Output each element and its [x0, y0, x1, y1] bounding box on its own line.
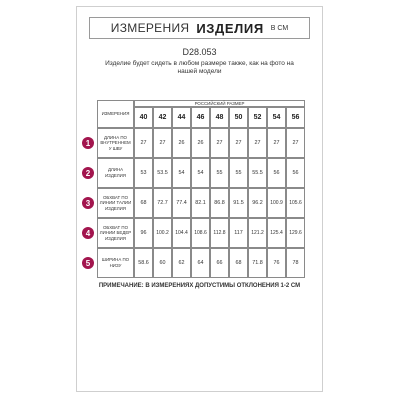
size-header-50: 50 [229, 107, 248, 128]
value-cell: 96 [134, 218, 153, 248]
value-cell: 27 [210, 128, 229, 158]
value-cell: 55 [210, 158, 229, 188]
size-group-label: РОССИЙСКИЙ РАЗМЕР [134, 100, 305, 107]
value-cell: 68 [229, 248, 248, 278]
size-table [97, 100, 305, 277]
size-header-48: 48 [210, 107, 229, 128]
value-cell: 27 [248, 128, 267, 158]
row-number-badge: 5 [82, 257, 94, 269]
value-cell: 27 [134, 128, 153, 158]
value-cell: 77.4 [172, 188, 191, 218]
value-cell: 71.8 [248, 248, 267, 278]
value-cell: 78 [286, 248, 305, 278]
value-cell: 27 [229, 128, 248, 158]
row-number-badge: 2 [82, 167, 94, 179]
size-header-52: 52 [248, 107, 267, 128]
value-cell: 27 [267, 128, 286, 158]
row-label: ОБХВАТ ПО ЛИНИИ БЕДЕР ИЗДЕЛИЯ [97, 218, 134, 248]
value-cell: 100.9 [267, 188, 286, 218]
value-cell: 82.1 [191, 188, 210, 218]
size-header-40: 40 [134, 107, 153, 128]
value-cell: 72.7 [153, 188, 172, 218]
size-header-44: 44 [172, 107, 191, 128]
header-title-bold: ИЗДЕЛИЯ [196, 20, 264, 36]
row-number-badge: 3 [82, 197, 94, 209]
value-cell: 54 [191, 158, 210, 188]
size-header-42: 42 [153, 107, 172, 128]
value-cell: 62 [172, 248, 191, 278]
value-cell: 27 [153, 128, 172, 158]
row-label: ШИРИНА ПО НИЗУ [97, 248, 134, 278]
header-title-regular: ИЗМЕРЕНИЯ [110, 21, 190, 35]
row-number-badge: 1 [82, 137, 94, 149]
value-cell: 56 [267, 158, 286, 188]
value-cell: 96.2 [248, 188, 267, 218]
value-cell: 26 [172, 128, 191, 158]
value-cell: 129.6 [286, 218, 305, 248]
value-cell: 53.5 [153, 158, 172, 188]
value-cell: 60 [153, 248, 172, 278]
value-cell: 86.8 [210, 188, 229, 218]
header-unit: В СМ [270, 24, 289, 32]
row-label: ДЛИНА ИЗДЕЛИЯ [97, 158, 134, 188]
value-cell: 55.5 [248, 158, 267, 188]
value-cell: 105.6 [286, 188, 305, 218]
table-corner-label: ИЗМЕРЕНИЯ [97, 100, 134, 128]
value-cell: 55 [229, 158, 248, 188]
value-cell: 66 [210, 248, 229, 278]
value-cell: 125.4 [267, 218, 286, 248]
row-label: ОБХВАТ ПО ЛИНИИ ТАЛИИ ИЗДЕЛИЯ [97, 188, 134, 218]
measurement-sheet [76, 6, 323, 392]
size-header-46: 46 [191, 107, 210, 128]
value-cell: 121.2 [248, 218, 267, 248]
size-header-56: 56 [286, 107, 305, 128]
value-cell: 26 [191, 128, 210, 158]
sheet-header [89, 17, 310, 39]
value-cell: 76 [267, 248, 286, 278]
value-cell: 104.4 [172, 218, 191, 248]
value-cell: 68 [134, 188, 153, 218]
row-label: ДЛИНА ПО ВНУТРЕННЕМ У ШВУ [97, 128, 134, 158]
value-cell: 64 [191, 248, 210, 278]
value-cell: 27 [286, 128, 305, 158]
value-cell: 108.6 [191, 218, 210, 248]
row-number-badge: 4 [82, 227, 94, 239]
value-cell: 117 [229, 218, 248, 248]
value-cell: 91.5 [229, 188, 248, 218]
value-cell: 53 [134, 158, 153, 188]
value-cell: 112.8 [210, 218, 229, 248]
size-header-54: 54 [267, 107, 286, 128]
value-cell: 56 [286, 158, 305, 188]
value-cell: 100.2 [153, 218, 172, 248]
tolerance-footnote: ПРИМЕЧАНИЕ: В ИЗМЕРЕНИЯХ ДОПУСТИМЫ ОТКЛОНЕНИЯ 1-2 СМ [98, 283, 301, 289]
fit-note: Изделие будет сидеть в любом размере также, как на фото на нашей модели [105, 60, 294, 75]
value-cell: 54 [172, 158, 191, 188]
product-code: D28.053 [182, 47, 217, 57]
value-cell: 58.6 [134, 248, 153, 278]
